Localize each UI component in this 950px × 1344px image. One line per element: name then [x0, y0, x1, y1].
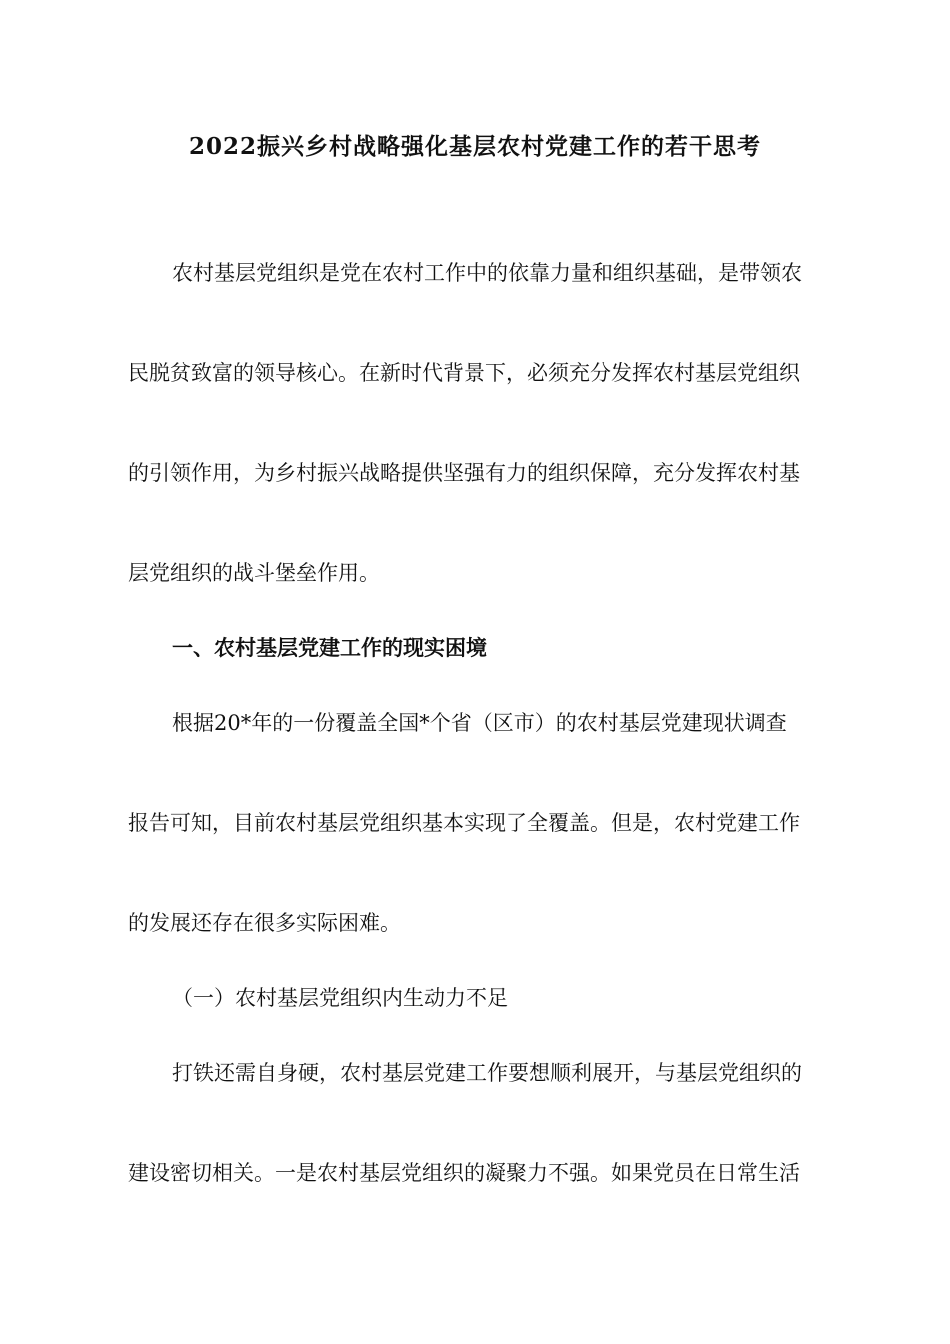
paragraph-line: 农村基层党组织是党在农村工作中的依靠力量和组织基础，是带领农 — [172, 261, 802, 285]
paragraph-line: 打铁还需自身硬，农村基层党建工作要想顺利展开，与基层党组织的 — [172, 1061, 802, 1085]
paragraph-line: 建设密切相关。一是农村基层党组织的凝聚力不强。如果党员在日常生活 — [128, 1161, 800, 1185]
section-heading: 一、农村基层党建工作的现实困境 — [172, 635, 487, 660]
paragraph-line: 根据20*年的一份覆盖全国*个省（区市）的农村基层党建现状调查 — [172, 711, 787, 735]
subsection-heading: （一）农村基层党组织内生动力不足 — [172, 986, 508, 1010]
paragraph-line: 民脱贫致富的领导核心。在新时代背景下，必须充分发挥农村基层党组织 — [128, 361, 800, 385]
paragraph-line: 报告可知，目前农村基层党组织基本实现了全覆盖。但是，农村党建工作 — [128, 811, 800, 835]
paragraph-line: 的发展还存在很多实际困难。 — [128, 911, 401, 935]
document-title: 2022振兴乡村战略强化基层农村党建工作的若干思考 — [188, 133, 761, 160]
paragraph-line: 的引领作用，为乡村振兴战略提供坚强有力的组织保障，充分发挥农村基 — [128, 461, 800, 485]
paragraph-line: 层党组织的战斗堡垒作用。 — [128, 561, 380, 585]
